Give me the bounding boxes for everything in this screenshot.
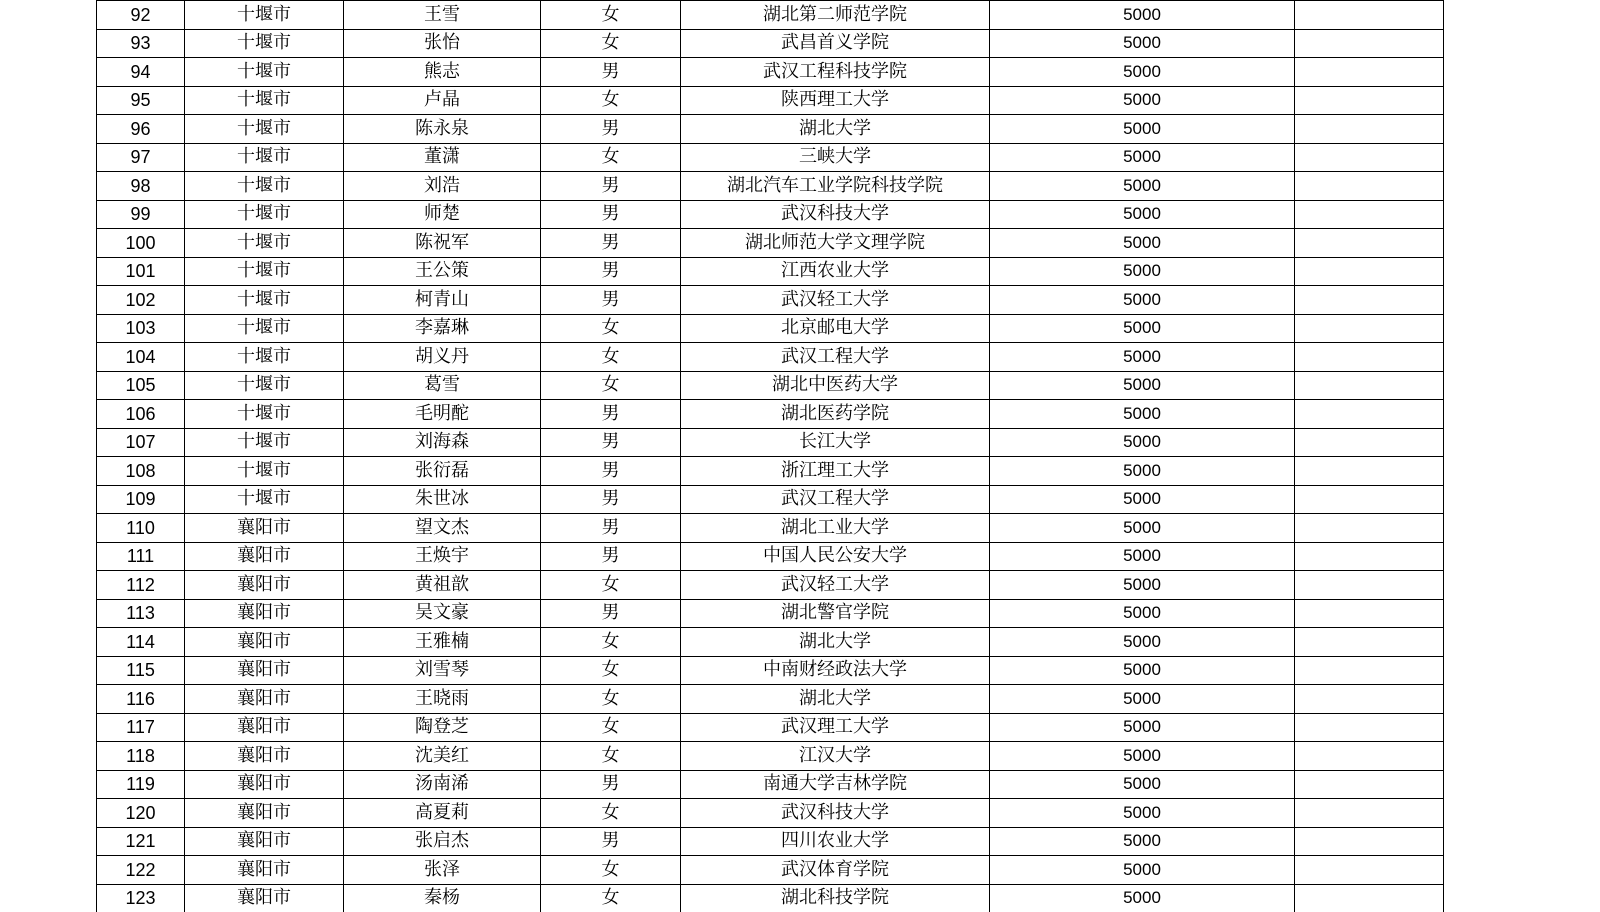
table-row: [97, 742, 1444, 771]
table-row: [97, 713, 1444, 742]
row-number-cell: 116: [97, 685, 185, 714]
name-cell: 刘雪琴: [344, 656, 541, 685]
gender-cell: 男: [541, 485, 681, 514]
row-number-cell: 104: [97, 343, 185, 372]
name-cell: 师楚: [344, 200, 541, 229]
city-cell: 十堰市: [185, 485, 344, 514]
table-body: [97, 1, 1444, 912]
amount-cell: 5000: [990, 770, 1295, 799]
row-number-cell: 120: [97, 799, 185, 828]
table-row: [97, 827, 1444, 856]
table-row: [97, 571, 1444, 600]
school-cell: 湖北警官学院: [681, 599, 990, 628]
row-number-cell: 92: [97, 1, 185, 30]
amount-cell: 5000: [990, 371, 1295, 400]
amount-cell: 5000: [990, 685, 1295, 714]
amount-cell: 5000: [990, 656, 1295, 685]
city-cell: 襄阳市: [185, 856, 344, 885]
school-cell: 湖北科技学院: [681, 884, 990, 912]
amount-cell: 5000: [990, 314, 1295, 343]
amount-cell: 5000: [990, 599, 1295, 628]
note-cell: [1295, 29, 1444, 58]
note-cell: [1295, 457, 1444, 486]
city-cell: 十堰市: [185, 229, 344, 258]
school-cell: 武昌首义学院: [681, 29, 990, 58]
table-row: [97, 799, 1444, 828]
gender-cell: 女: [541, 628, 681, 657]
table-row: [97, 685, 1444, 714]
amount-cell: 5000: [990, 29, 1295, 58]
note-cell: [1295, 400, 1444, 429]
gender-cell: 女: [541, 143, 681, 172]
row-number-cell: 117: [97, 713, 185, 742]
name-cell: 王焕宇: [344, 542, 541, 571]
row-number-cell: 121: [97, 827, 185, 856]
note-cell: [1295, 286, 1444, 315]
name-cell: 黄祖歆: [344, 571, 541, 600]
name-cell: 望文杰: [344, 514, 541, 543]
table-row: [97, 457, 1444, 486]
note-cell: [1295, 542, 1444, 571]
name-cell: 王雅楠: [344, 628, 541, 657]
note-cell: [1295, 86, 1444, 115]
row-number-cell: 114: [97, 628, 185, 657]
amount-cell: 5000: [990, 257, 1295, 286]
city-cell: 十堰市: [185, 286, 344, 315]
city-cell: 十堰市: [185, 172, 344, 201]
city-cell: 十堰市: [185, 314, 344, 343]
school-cell: 江汉大学: [681, 742, 990, 771]
gender-cell: 男: [541, 257, 681, 286]
gender-cell: 女: [541, 685, 681, 714]
amount-cell: 5000: [990, 571, 1295, 600]
gender-cell: 女: [541, 314, 681, 343]
note-cell: [1295, 200, 1444, 229]
amount-cell: 5000: [990, 628, 1295, 657]
amount-cell: 5000: [990, 172, 1295, 201]
city-cell: 襄阳市: [185, 685, 344, 714]
table-row: [97, 428, 1444, 457]
amount-cell: 5000: [990, 229, 1295, 258]
city-cell: 襄阳市: [185, 514, 344, 543]
row-number-cell: 101: [97, 257, 185, 286]
row-number-cell: 122: [97, 856, 185, 885]
note-cell: [1295, 115, 1444, 144]
row-number-cell: 108: [97, 457, 185, 486]
row-number-cell: 119: [97, 770, 185, 799]
school-cell: 湖北第二师范学院: [681, 1, 990, 30]
gender-cell: 男: [541, 286, 681, 315]
name-cell: 陶登芝: [344, 713, 541, 742]
row-number-cell: 102: [97, 286, 185, 315]
student-roster-table: [96, 0, 1444, 912]
gender-cell: 男: [541, 599, 681, 628]
row-number-cell: 95: [97, 86, 185, 115]
amount-cell: 5000: [990, 827, 1295, 856]
city-cell: 襄阳市: [185, 713, 344, 742]
row-number-cell: 100: [97, 229, 185, 258]
school-cell: 武汉轻工大学: [681, 286, 990, 315]
school-cell: 四川农业大学: [681, 827, 990, 856]
city-cell: 襄阳市: [185, 884, 344, 912]
gender-cell: 女: [541, 799, 681, 828]
note-cell: [1295, 599, 1444, 628]
gender-cell: 男: [541, 542, 681, 571]
amount-cell: 5000: [990, 485, 1295, 514]
table-row: [97, 286, 1444, 315]
row-number-cell: 112: [97, 571, 185, 600]
school-cell: 三峡大学: [681, 143, 990, 172]
note-cell: [1295, 799, 1444, 828]
school-cell: 长江大学: [681, 428, 990, 457]
name-cell: 朱世冰: [344, 485, 541, 514]
city-cell: 十堰市: [185, 86, 344, 115]
gender-cell: 女: [541, 884, 681, 912]
school-cell: 南通大学吉林学院: [681, 770, 990, 799]
amount-cell: 5000: [990, 542, 1295, 571]
note-cell: [1295, 485, 1444, 514]
row-number-cell: 99: [97, 200, 185, 229]
gender-cell: 男: [541, 172, 681, 201]
city-cell: 襄阳市: [185, 542, 344, 571]
name-cell: 张衍磊: [344, 457, 541, 486]
table-row: [97, 628, 1444, 657]
city-cell: 十堰市: [185, 143, 344, 172]
table-row: [97, 200, 1444, 229]
school-cell: 武汉科技大学: [681, 200, 990, 229]
row-number-cell: 110: [97, 514, 185, 543]
table-row: [97, 343, 1444, 372]
name-cell: 李嘉琳: [344, 314, 541, 343]
table-row: [97, 400, 1444, 429]
table-row: [97, 884, 1444, 912]
amount-cell: 5000: [990, 457, 1295, 486]
row-number-cell: 113: [97, 599, 185, 628]
row-number-cell: 107: [97, 428, 185, 457]
name-cell: 胡义丹: [344, 343, 541, 372]
amount-cell: 5000: [990, 1, 1295, 30]
table-row: [97, 514, 1444, 543]
table-row: [97, 257, 1444, 286]
table-row: [97, 770, 1444, 799]
city-cell: 十堰市: [185, 343, 344, 372]
table-row: [97, 29, 1444, 58]
row-number-cell: 98: [97, 172, 185, 201]
note-cell: [1295, 770, 1444, 799]
table-row: [97, 856, 1444, 885]
gender-cell: 女: [541, 656, 681, 685]
amount-cell: 5000: [990, 884, 1295, 912]
name-cell: 张怡: [344, 29, 541, 58]
row-number-cell: 94: [97, 58, 185, 87]
school-cell: 江西农业大学: [681, 257, 990, 286]
row-number-cell: 118: [97, 742, 185, 771]
table-row: [97, 314, 1444, 343]
gender-cell: 女: [541, 343, 681, 372]
school-cell: 北京邮电大学: [681, 314, 990, 343]
table-row: [97, 229, 1444, 258]
city-cell: 襄阳市: [185, 599, 344, 628]
name-cell: 高夏莉: [344, 799, 541, 828]
city-cell: 襄阳市: [185, 799, 344, 828]
gender-cell: 男: [541, 428, 681, 457]
table-row: [97, 542, 1444, 571]
note-cell: [1295, 229, 1444, 258]
name-cell: 张泽: [344, 856, 541, 885]
name-cell: 秦杨: [344, 884, 541, 912]
gender-cell: 男: [541, 770, 681, 799]
row-number-cell: 93: [97, 29, 185, 58]
row-number-cell: 105: [97, 371, 185, 400]
city-cell: 襄阳市: [185, 656, 344, 685]
name-cell: 董潇: [344, 143, 541, 172]
school-cell: 浙江理工大学: [681, 457, 990, 486]
name-cell: 刘浩: [344, 172, 541, 201]
note-cell: [1295, 628, 1444, 657]
note-cell: [1295, 172, 1444, 201]
table-row: [97, 371, 1444, 400]
note-cell: [1295, 656, 1444, 685]
note-cell: [1295, 58, 1444, 87]
note-cell: [1295, 856, 1444, 885]
school-cell: 武汉工程科技学院: [681, 58, 990, 87]
city-cell: 襄阳市: [185, 742, 344, 771]
note-cell: [1295, 571, 1444, 600]
school-cell: 武汉轻工大学: [681, 571, 990, 600]
school-cell: 武汉理工大学: [681, 713, 990, 742]
amount-cell: 5000: [990, 799, 1295, 828]
amount-cell: 5000: [990, 86, 1295, 115]
name-cell: 陈祝军: [344, 229, 541, 258]
note-cell: [1295, 1, 1444, 30]
gender-cell: 男: [541, 200, 681, 229]
gender-cell: 男: [541, 58, 681, 87]
name-cell: 吴文豪: [344, 599, 541, 628]
note-cell: [1295, 371, 1444, 400]
note-cell: [1295, 742, 1444, 771]
table-row: [97, 656, 1444, 685]
row-number-cell: 115: [97, 656, 185, 685]
note-cell: [1295, 713, 1444, 742]
table-row: [97, 1, 1444, 30]
gender-cell: 男: [541, 400, 681, 429]
school-cell: 武汉工程大学: [681, 485, 990, 514]
row-number-cell: 97: [97, 143, 185, 172]
school-cell: 陕西理工大学: [681, 86, 990, 115]
school-cell: 湖北工业大学: [681, 514, 990, 543]
row-number-cell: 96: [97, 115, 185, 144]
row-number-cell: 111: [97, 542, 185, 571]
city-cell: 十堰市: [185, 29, 344, 58]
name-cell: 沈美红: [344, 742, 541, 771]
row-number-cell: 109: [97, 485, 185, 514]
name-cell: 王雪: [344, 1, 541, 30]
name-cell: 王公策: [344, 257, 541, 286]
city-cell: 十堰市: [185, 58, 344, 87]
amount-cell: 5000: [990, 143, 1295, 172]
amount-cell: 5000: [990, 713, 1295, 742]
amount-cell: 5000: [990, 514, 1295, 543]
note-cell: [1295, 884, 1444, 912]
amount-cell: 5000: [990, 856, 1295, 885]
gender-cell: 女: [541, 86, 681, 115]
note-cell: [1295, 685, 1444, 714]
gender-cell: 女: [541, 1, 681, 30]
school-cell: 武汉科技大学: [681, 799, 990, 828]
gender-cell: 女: [541, 742, 681, 771]
gender-cell: 女: [541, 371, 681, 400]
city-cell: 十堰市: [185, 115, 344, 144]
note-cell: [1295, 257, 1444, 286]
amount-cell: 5000: [990, 343, 1295, 372]
city-cell: 襄阳市: [185, 628, 344, 657]
gender-cell: 女: [541, 713, 681, 742]
gender-cell: 女: [541, 29, 681, 58]
table-row: [97, 143, 1444, 172]
name-cell: 王晓雨: [344, 685, 541, 714]
name-cell: 葛雪: [344, 371, 541, 400]
gender-cell: 男: [541, 115, 681, 144]
gender-cell: 男: [541, 457, 681, 486]
gender-cell: 男: [541, 229, 681, 258]
name-cell: 柯青山: [344, 286, 541, 315]
school-cell: 湖北大学: [681, 115, 990, 144]
amount-cell: 5000: [990, 200, 1295, 229]
school-cell: 中国人民公安大学: [681, 542, 990, 571]
gender-cell: 女: [541, 856, 681, 885]
table-row: [97, 58, 1444, 87]
gender-cell: 女: [541, 571, 681, 600]
city-cell: 十堰市: [185, 457, 344, 486]
note-cell: [1295, 514, 1444, 543]
amount-cell: 5000: [990, 58, 1295, 87]
city-cell: 十堰市: [185, 200, 344, 229]
table-row: [97, 599, 1444, 628]
city-cell: 十堰市: [185, 371, 344, 400]
name-cell: 汤南浠: [344, 770, 541, 799]
table-row: [97, 86, 1444, 115]
note-cell: [1295, 314, 1444, 343]
gender-cell: 男: [541, 514, 681, 543]
city-cell: 襄阳市: [185, 827, 344, 856]
note-cell: [1295, 143, 1444, 172]
school-cell: 湖北大学: [681, 628, 990, 657]
table-row: [97, 172, 1444, 201]
school-cell: 湖北大学: [681, 685, 990, 714]
name-cell: 刘海森: [344, 428, 541, 457]
gender-cell: 男: [541, 827, 681, 856]
note-cell: [1295, 343, 1444, 372]
name-cell: 熊志: [344, 58, 541, 87]
city-cell: 十堰市: [185, 257, 344, 286]
note-cell: [1295, 827, 1444, 856]
city-cell: 襄阳市: [185, 770, 344, 799]
amount-cell: 5000: [990, 400, 1295, 429]
school-cell: 武汉工程大学: [681, 343, 990, 372]
row-number-cell: 103: [97, 314, 185, 343]
city-cell: 十堰市: [185, 428, 344, 457]
school-cell: 湖北医药学院: [681, 400, 990, 429]
school-cell: 湖北师范大学文理学院: [681, 229, 990, 258]
note-cell: [1295, 428, 1444, 457]
school-cell: 武汉体育学院: [681, 856, 990, 885]
amount-cell: 5000: [990, 115, 1295, 144]
school-cell: 湖北汽车工业学院科技学院: [681, 172, 990, 201]
table-row: [97, 115, 1444, 144]
city-cell: 十堰市: [185, 400, 344, 429]
school-cell: 湖北中医药大学: [681, 371, 990, 400]
name-cell: 陈永泉: [344, 115, 541, 144]
city-cell: 襄阳市: [185, 571, 344, 600]
row-number-cell: 123: [97, 884, 185, 912]
row-number-cell: 106: [97, 400, 185, 429]
amount-cell: 5000: [990, 286, 1295, 315]
name-cell: 张启杰: [344, 827, 541, 856]
school-cell: 中南财经政法大学: [681, 656, 990, 685]
table-row: [97, 485, 1444, 514]
name-cell: 毛明酡: [344, 400, 541, 429]
amount-cell: 5000: [990, 742, 1295, 771]
name-cell: 卢晶: [344, 86, 541, 115]
city-cell: 十堰市: [185, 1, 344, 30]
amount-cell: 5000: [990, 428, 1295, 457]
